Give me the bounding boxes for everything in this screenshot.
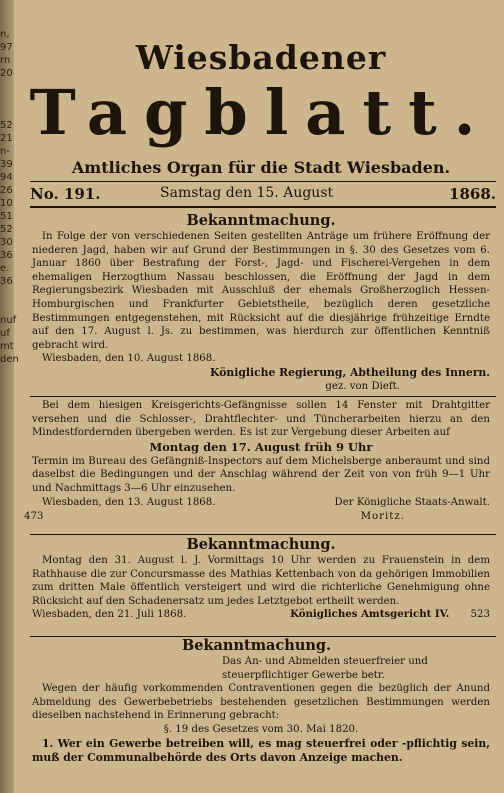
notice-footer (32, 608, 490, 622)
issue-date: Samstag den 15. August (160, 185, 334, 201)
notice-authority: Königliches Amtsgericht IV. (290, 608, 450, 621)
margin-fragment: uf (0, 328, 10, 339)
margin-fragment: 21 (0, 133, 13, 144)
notice-subject: Das An- und Abmelden steuerfreier und steuerpflichtiger Gewerbe betr. (222, 656, 428, 681)
margin-fragment: n- (0, 146, 10, 157)
issue-year: 1868. (449, 185, 496, 203)
margin-fragment: mt (0, 341, 14, 352)
margin-fragment: e. (0, 263, 10, 274)
issue-rule-top (30, 181, 496, 182)
margin-fragment (0, 80, 14, 93)
notice-date-line: Montag den 17. August früh 9 Uhr (149, 439, 373, 454)
notice-auction (32, 536, 490, 622)
notice-body: Bei dem hiesigen Kreisgerichts-Gefängnisse sollen 14 Fenster mit Drahtgitter versehen und die Schlosser-, Drahtflechter- und Tüncherarbeiten hierzu an den Mindestfordernden übergeben werden. Es ist zur Vergebung dieser Arbeiten auf (32, 400, 490, 439)
margin-fragment (0, 288, 14, 301)
notice-footer (32, 496, 490, 510)
margin-fragment (0, 301, 14, 314)
notice-body: Montag den 31. August l. J. Vormittags 10 Uhr werden zu Frauenstein in dem Rathhause die zur Concursmasse des Mathias Kettenbach von da gehörigen Immobilien zum dritten Male öffentlich versteigert und wird die richterliche Genehmigung ohne Rücksicht auf den Schadenersatz um jedes Letztgebot ertheilt werden. (32, 555, 490, 607)
margin-fragment: 30 (0, 237, 13, 248)
notice-heading: Bekanntmachung. (182, 637, 332, 654)
page-content (22, 0, 500, 793)
notice-place-date: Wiesbaden, den 21. Juli 1868. (32, 609, 187, 621)
margin-fragment: 39 (0, 159, 13, 170)
issue-rule-bottom (30, 206, 496, 208)
notice-divider (30, 396, 496, 397)
notice-number: 473 (24, 510, 44, 522)
notice-heading: Bekanntmachung. (186, 212, 336, 229)
notice-hunting (32, 212, 490, 393)
notice-heading: Bekanntmachung. (186, 536, 336, 553)
margin-fragment (0, 106, 14, 119)
margin-fragment: 51 (0, 211, 13, 222)
margin-fragment: 20 (0, 68, 13, 79)
notice-signature: Moritz. (360, 510, 405, 522)
margin-fragment: 36 (0, 250, 13, 261)
notice-prison-windows (24, 399, 490, 524)
notice-number: 523 (470, 609, 490, 621)
masthead-subtitle: Amtliches Organ für die Stadt Wiesbaden. (71, 158, 451, 177)
issue-line (30, 185, 496, 205)
notice-trade-registration (32, 637, 490, 766)
notice-footer-2 (24, 510, 490, 524)
notice-signature: gez. von Dieft. (325, 380, 400, 392)
issue-number: No. 191. (30, 185, 101, 203)
margin-fragment: 52 (0, 120, 13, 131)
margin-fragment: 10 (0, 198, 13, 209)
notice-place-date: Wiesbaden, den 10. August 1868. (42, 353, 216, 365)
notice-body-continued: Termin im Bureau des Gefängniß-Inspectors auf dem Michelsberge anberaumt und sind daselbst die Bedingungen und der Anschlag während der Zeit von von früh 9—1 Uhr und Nachmittags 3—6 Uhr einzusehen. (32, 455, 490, 494)
margin-fragment: den (0, 354, 19, 365)
adjacent-page-margin (0, 28, 19, 366)
margin-fragment: 94 (0, 172, 13, 183)
notice-body: Wegen der häufig vorkommenden Contraventionen gegen die bezüglich der Anund Abmeldung des Gewerbebetriebs bestehenden gesetzlichen Bestimmungen werden dieselben nachstehend in Erinnerung gebracht: (32, 683, 490, 722)
masthead-name: Wiesbadener (135, 38, 387, 77)
margin-fragment: 36 (0, 276, 13, 287)
masthead-title: Tagblatt. (29, 76, 493, 149)
notice-body: In Folge der von verschiedenen Seiten gestellten Anträge um frühere Eröffnung der niederen Jagd, haben wir auf Grund der Bestimmungen in §. 30 des Gesetzes vom 6. Januar 1860 über Bestrafung der Forst-, Jagd- und Fischerei-Vergehen in dem ehemaligen Herzogthum Nassau beschlossen, die Eröffnung der Jagd in dem Regierungsbezirk Wiesbaden mit Ausschluß der ehemals Großherzoglich Hessen-Homburgischen und Frankfurter Gebietstheile, bezüglich deren gesetzliche Bestimmungen entgegenstehen, mit Rücksicht auf die diesjährige frühzeitige Erndte auf den 17. August l. Js. zu bestimmen, was hierdurch zur öffentlichen Kenntniß gebracht wird. (32, 231, 490, 351)
notice-authority-group (290, 608, 490, 622)
margin-fragment: 26 (0, 185, 13, 196)
notice-authority: Der Königliche Staats-Anwalt. (334, 496, 490, 508)
notice-law-reference: §. 19 des Gesetzes vom 30. Mai 1820. (163, 723, 359, 735)
notice-paragraph: 1. Wer ein Gewerbe betreiben will, es mag steuerfrei oder -pflichtig sein, muß der Communalbehörde des Orts davon Anzeige machen. (32, 736, 490, 765)
margin-fragment (0, 93, 14, 106)
margin-fragment: n, (0, 29, 10, 40)
margin-fragment: 97 (0, 42, 13, 53)
notice-divider (30, 534, 496, 535)
margin-fragment: nuf (0, 315, 17, 326)
notice-place-date: Wiesbaden, den 13. August 1868. (42, 496, 216, 508)
margin-fragment: 52 (0, 224, 13, 235)
notice-authority: Königliche Regierung, Abtheilung des Innern. (210, 365, 490, 379)
margin-fragment: rn (0, 55, 11, 66)
